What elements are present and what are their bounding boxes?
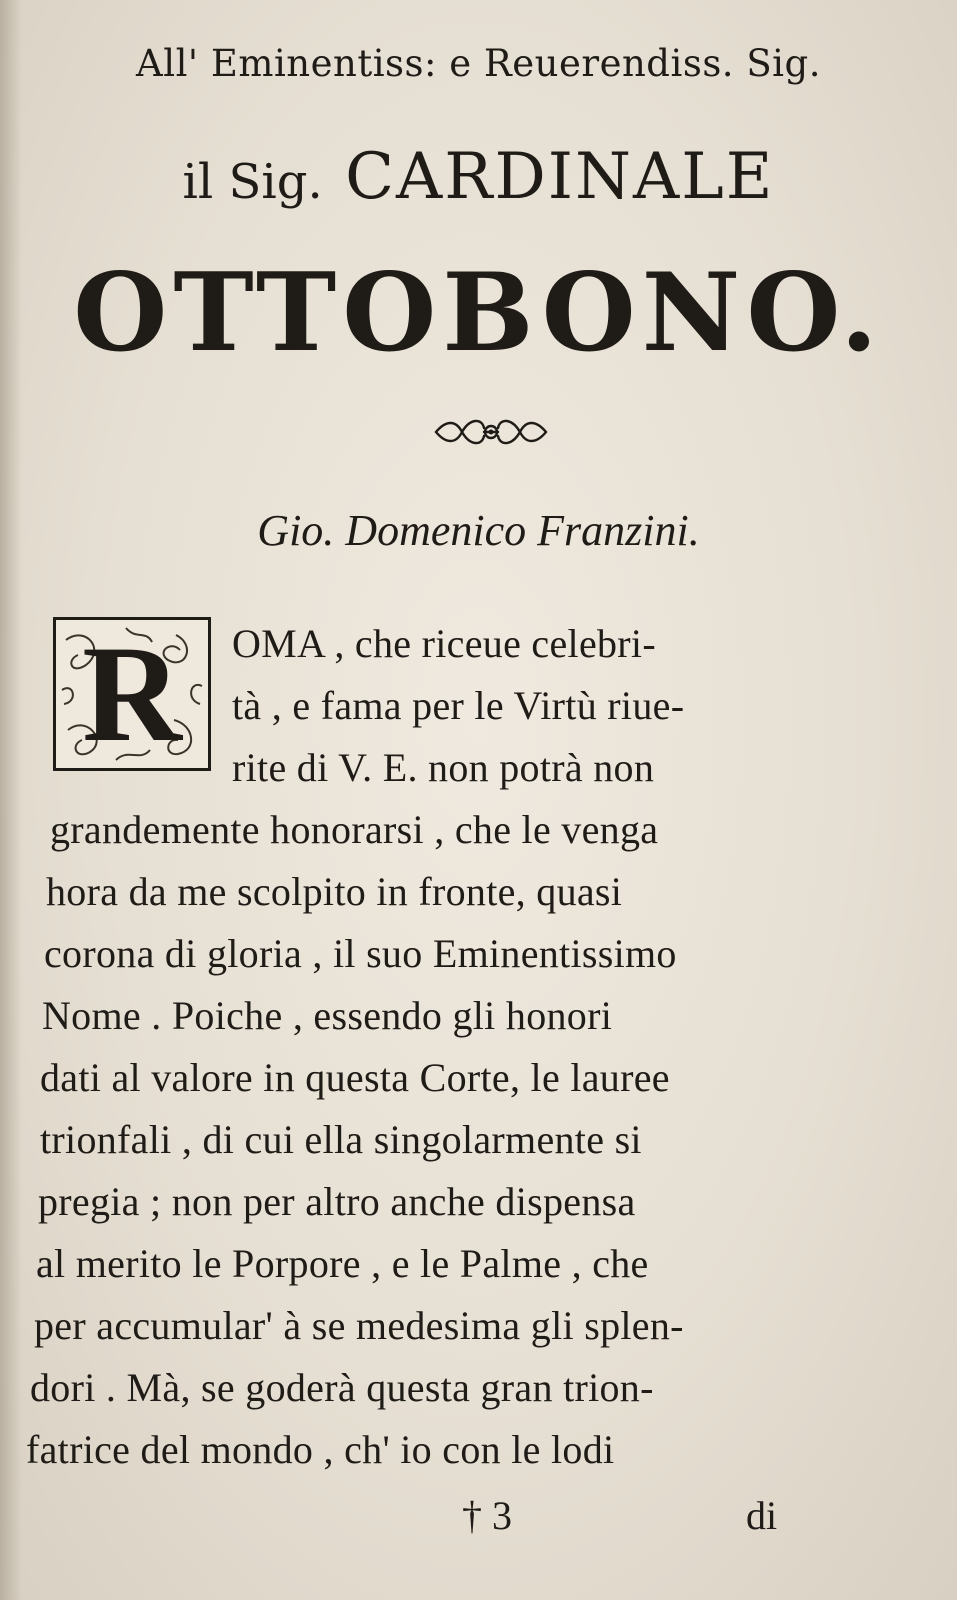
text-line: OMA , che riceue celebri- [232, 621, 656, 666]
text-line: rite di V. E. non potrà non [232, 745, 655, 790]
name-heading: OTTOBONO. [73, 250, 884, 376]
signature-mark: † 3 [462, 1493, 512, 1538]
title-prefix: il Sig. [182, 154, 323, 210]
drop-cap-letter: R [82, 617, 182, 770]
text-line: dori . Mà, se goderà questa gran trion- [30, 1365, 654, 1410]
text-line: Nome . Poiche , essendo gli honori [42, 993, 613, 1038]
title-cardinal: CARDINALE [345, 140, 775, 214]
text-line: pregia ; non per altro anche dispensa [38, 1179, 636, 1224]
text-line: fatrice del mondo , ch' io con le lodi [26, 1427, 615, 1472]
text-line: al merito le Porpore , e le Palme , che [36, 1241, 649, 1286]
text-line: per accumular' à se medesima gli splen- [34, 1303, 684, 1348]
text-line: corona di gloria , il suo Eminentissimo [44, 931, 677, 976]
title-line [0, 140, 957, 214]
text-line: tà , e fama per le Virtù riue- [232, 683, 685, 728]
text-line: hora da me scolpito in fronte, quasi [46, 869, 623, 914]
author-name: Gio. Domenico Franzini. [257, 506, 700, 555]
dedication-line: All' Eminentiss: e Reuerendiss. Sig. [136, 42, 821, 85]
fleuron-ornament-icon [432, 412, 550, 452]
text-line: grandemente honorarsi , che le venga [50, 807, 659, 852]
text-line: trionfali , di cui ella singolarmente si [40, 1117, 642, 1162]
text-line: dati al valore in questa Corte, le lauree [40, 1055, 670, 1100]
catchword: di [746, 1493, 778, 1538]
decorated-initial [53, 617, 211, 771]
